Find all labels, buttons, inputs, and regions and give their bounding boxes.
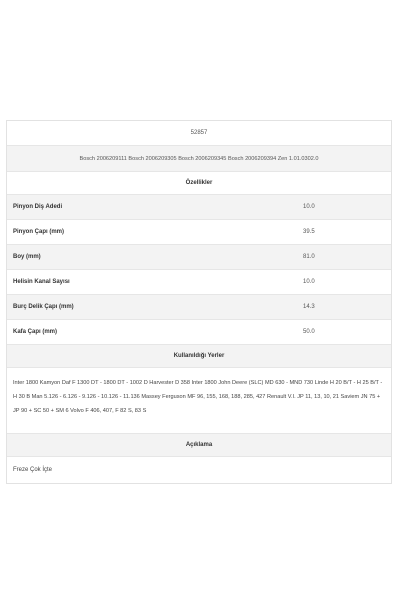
spec-label: Kafa Çapı (mm): [13, 329, 58, 335]
product-references: Bosch 2006209111 Bosch 2006209305 Bosch 2006209345 Bosch 2006209394 Zen 1.01.0302.0: [7, 146, 391, 172]
description-heading: Açıklama: [7, 434, 391, 457]
spec-value: 10.0: [303, 204, 315, 210]
spec-row: [7, 195, 391, 220]
spec-label: Pinyon Diş Adedi: [13, 204, 63, 210]
spec-row: [7, 320, 391, 345]
spec-label: Helisin Kanal Sayısı: [13, 279, 70, 285]
spec-label: Burç Delik Çapı (mm): [13, 304, 74, 310]
spec-label: Pinyon Çapı (mm): [13, 229, 65, 235]
spec-value: 81.0: [303, 254, 315, 260]
spec-value: 39.5: [303, 229, 315, 235]
spec-value: 50.0: [303, 329, 315, 335]
description-text: Freze Çok İçte: [13, 467, 53, 473]
spec-row: [7, 245, 391, 270]
product-code: 52857: [7, 121, 391, 146]
product-spec-table: [6, 120, 392, 484]
usage-heading: Kullanıldığı Yerler: [7, 345, 391, 368]
spec-row: [7, 270, 391, 295]
spec-row: [7, 220, 391, 245]
spec-label: Boy (mm): [13, 254, 41, 260]
usage-text: Inter 1800 Kamyon Daf F 1300 DT - 1800 DT - 1002 D Harvester D 358 Inter 1800 John Deere (SLC) MD 630 - MND 730 Linde H 20 B/T - H 25 B/T - H 30 B Man 5.126 - 6.126 - 9.126 - 10.126 - 11.136 Massey Ferguson MF 96, 155, 168, 188, 285, 427 Renault V.I. JP 11, 13, 10, 21 Saviem JN 75 + JP 90 + SC 50 + SM 6 Volvo F 406, 407, F 82 S, 83 S: [7, 368, 391, 434]
spec-row: [7, 295, 391, 320]
spec-value: 10.0: [303, 279, 315, 285]
spec-value: 14.3: [303, 304, 315, 310]
specs-heading: Özellikler: [7, 172, 391, 195]
